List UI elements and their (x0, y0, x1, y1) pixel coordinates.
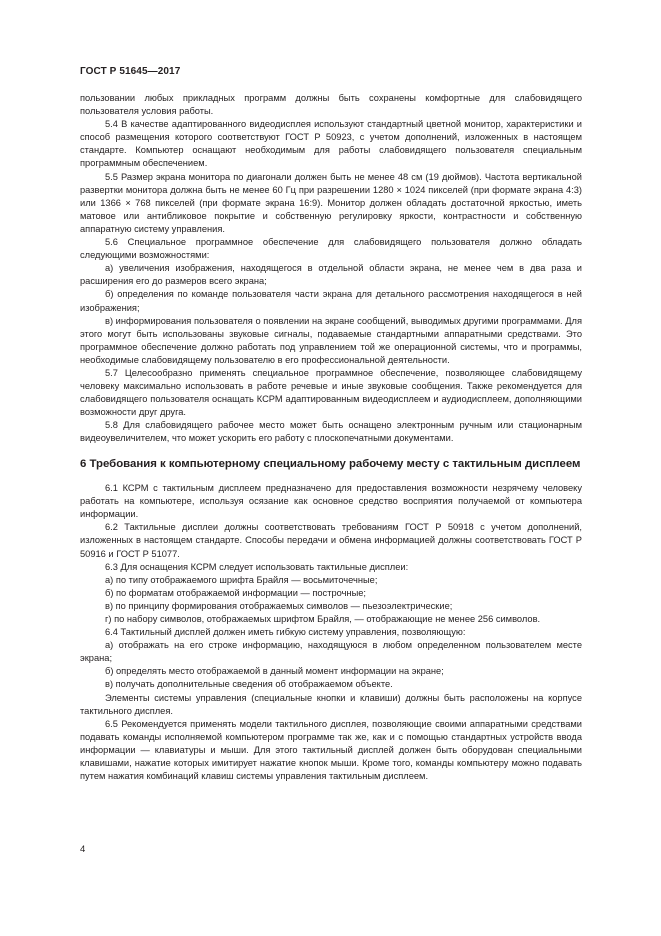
paragraph: б) определять место отображаемой в данный момент информации на экране; (105, 666, 444, 677)
paragraph: в) по принципу формирования отображаемых символов — пьезоэлектрические; (105, 600, 453, 611)
paragraph: 5.4 В качестве адаптированного видеодисплея используют стандартный цветной монитор, характеристики и способ размещения которого соответствуют ГОСТ Р 50923, с учетом дополнений, изложенных в настоящем стандарте. Компьютер оснащают необходимым для работы слабовидящего пользователя специальным программным обеспечением. (80, 119, 582, 169)
standard-designation: ГОСТ Р 51645—2017 (80, 66, 181, 77)
page-number: 4 (80, 844, 86, 855)
section-5-paragraphs (80, 92, 582, 446)
paragraph: г) по набору символов, отображаемых шрифтом Брайля, — отображающие не менее 256 символов. (105, 613, 541, 624)
paragraph: 6.3 Для оснащения КСРМ следует использовать тактильные дисплеи: (105, 561, 409, 572)
paragraph: 6.2 Тактильные дисплеи должны соответствовать требованиям ГОСТ Р 50918 с учетом дополнений, изложенных в настоящем стандарте. Способы передачи и обмена информацией должны соответствовать ГОСТ Р 50916 и ГОСТ Р 51077. (80, 522, 582, 559)
paragraph: а) по типу отображаемого шрифта Брайля — восьмиточечные; (105, 574, 378, 585)
section-6-title: 6 Требования к компьютерному специальному рабочему месту с тактильным дисплеем (80, 457, 581, 470)
paragraph: 5.7 Целесообразно применять специальное программное обеспечение, позволяющее слабовидящему человеку максимально использовать в работе речевые и иные звуковые сообщения. Также рекомендуется для слабовидящего пользователя оснащать КСРМ адаптированным видеодисплеем и аудиодисплеем, дополняющими возможности друг друга. (80, 367, 582, 418)
paragraph: 6.5 Рекомендуется применять модели тактильного дисплея, позволяющие своими аппаратными средствами подавать команды исполняемой компьютером программе так же, как и с помощью стандартных устройств ввода информации — клавиатуры и мыши. Для этого тактильный дисплей должен быть оборудован специальными клавишами, нажатие которых имитирует нажатие кнопок мыши. Кроме того, команды компьютеру можно подавать путем нажатия комбинаций клавиш системы управления тактильным дисплеем. (80, 718, 582, 782)
paragraph: 6.1 КСРМ с тактильным дисплеем предназначено для предоставления возможности незрячему человеку работать на компьютере, используя осязание как основное средство восприятия получаемой от компьютера информации. (80, 483, 582, 520)
paragraph: 5.5 Размер экрана монитора по диагонали должен быть не менее 48 см (19 дюймов). Частота вертикальной развертки монитора должна быть не менее 60 Гц при разрешении 1280 × 1024 пикселей (при формате экрана 4:3) или 1366 × 768 пикселей (при формате экрана 16:9). Монитор должен обладать достаточной яркостью, иметь матовое или антибликовое покрытие и собственную регулировку яркости, контрастности и собственную аппаратную систему управления. (80, 171, 582, 234)
paragraph: а) отображать на его строке информацию, находящуюся в любом определенном пользователем месте экрана; (80, 640, 582, 664)
paragraph: в) информирования пользователя о появлении на экране сообщений, выводимых другими программами. Для этого могут быть использованы звуковые сигналы, подаваемые стандартными аппаратными средствами. Это программное обеспечение должно работать под управлением той же операционной системы, что и программы, необходимые слабовидящему пользователю в его профессиональной деятельности. (80, 315, 582, 365)
document-body (80, 92, 582, 783)
paragraph: а) увеличения изображения, находящегося в отдельной области экрана, не менее чем в два раза и расширения его до размеров всего экрана; (80, 263, 582, 287)
paragraph: б) по форматам отображаемой информации — построчные; (105, 587, 367, 598)
paragraph: 6.4 Тактильный дисплей должен иметь гибкую систему управления, позволяющую: (105, 627, 466, 638)
paragraph: в) получать дополнительные сведения об отображаемом объекте. (105, 679, 393, 690)
section-6-paragraphs (80, 482, 582, 783)
paragraph: 5.8 Для слабовидящего рабочее место может быть оснащено электронным ручным или стационарным видеоувеличителем, что может ускорить его работу с плоскопечатными документами. (80, 420, 582, 444)
paragraph: Элементы системы управления (специальные кнопки и клавиши) должны быть расположены на корпусе тактильного дисплея. (80, 692, 582, 716)
paragraph: б) определения по команде пользователя части экрана для детального рассмотрения находящегося в ней изображения; (80, 289, 582, 313)
paragraph: пользовании любых прикладных программ должны быть сохранены комфортные для слабовидящего пользователя условия работы. (80, 93, 582, 117)
paragraph: 5.6 Специальное программное обеспечение для слабовидящего пользователя должно обладать следующими возможностями: (80, 237, 582, 261)
